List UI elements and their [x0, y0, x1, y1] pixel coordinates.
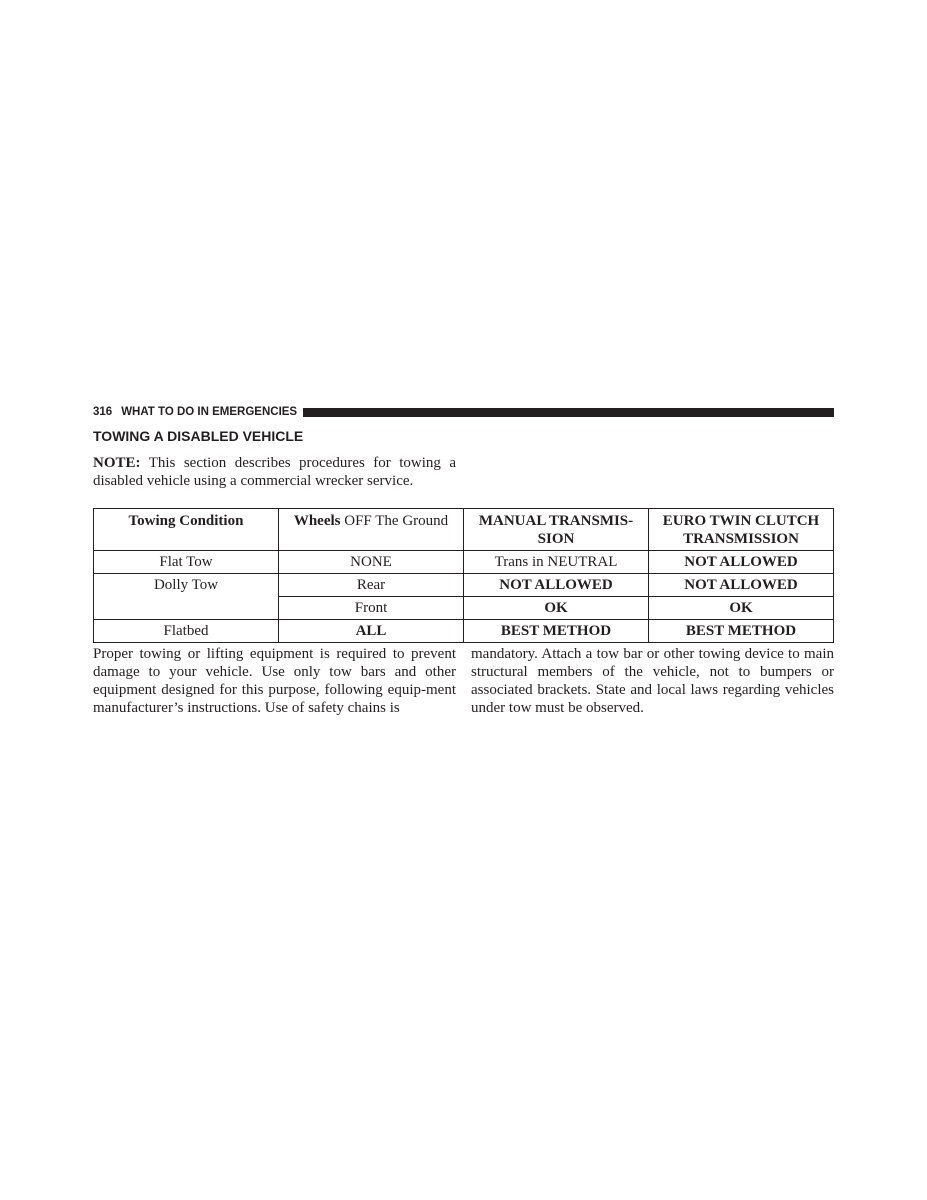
header-wheels-off-ground: [279, 509, 464, 551]
body-text-left-column: Proper towing or lifting equipment is required to prevent damage to your vehicle. Use only tow bars and other equipment designed for this purpose, following equip-ment manufacturer’s instructions. Use of safety chains is: [93, 646, 456, 716]
table-header-row: [94, 509, 834, 551]
body-text-right-column: mandatory. Attach a tow bar or other towing device to main structural members of the vehicle, not to bumpers or associated brackets. State and local laws regarding vehicles under tow must be observed.: [471, 646, 834, 716]
cell-euro: BEST METHOD: [649, 620, 834, 643]
cell-condition: Flat Tow: [94, 551, 279, 574]
cell-euro: NOT ALLOWED: [649, 551, 834, 574]
cell-manual: OK: [464, 597, 649, 620]
cell-manual: NOT ALLOWED: [464, 574, 649, 597]
page-heading: TOWING A DISABLED VEHICLE: [93, 428, 304, 444]
table-row: [94, 574, 834, 597]
cell-wheels: Rear: [279, 574, 464, 597]
header-manual-transmission: MANUAL TRANSMIS- SION: [464, 509, 649, 551]
header-wheels-bold: Wheels: [293, 513, 341, 529]
cell-wheels: ALL: [279, 620, 464, 643]
header-wheels-rest: OFF The Ground: [340, 513, 449, 529]
cell-condition: Flatbed: [94, 620, 279, 643]
towing-table: [93, 508, 834, 643]
cell-condition: Dolly Tow: [94, 574, 279, 620]
header-rule: [303, 408, 834, 417]
header-towing-condition: Towing Condition: [94, 509, 279, 551]
table-row: [94, 551, 834, 574]
running-header: [93, 405, 834, 420]
cell-wheels: Front: [279, 597, 464, 620]
table-row: [94, 620, 834, 643]
cell-manual: BEST METHOD: [464, 620, 649, 643]
note-paragraph: [93, 454, 456, 490]
section-title: WHAT TO DO IN EMERGENCIES: [121, 406, 298, 418]
cell-euro: NOT ALLOWED: [649, 574, 834, 597]
cell-manual: Trans in NEUTRAL: [464, 551, 649, 574]
header-euro-twin-clutch: EURO TWIN CLUTCH TRANSMISSION: [649, 509, 834, 551]
page-number: 316: [93, 406, 113, 418]
cell-wheels: NONE: [279, 551, 464, 574]
note-text: This section describes procedures for towing a disabled vehicle using a commercial wrecker service.: [93, 455, 456, 489]
cell-euro: OK: [649, 597, 834, 620]
note-label: NOTE:: [93, 455, 141, 471]
